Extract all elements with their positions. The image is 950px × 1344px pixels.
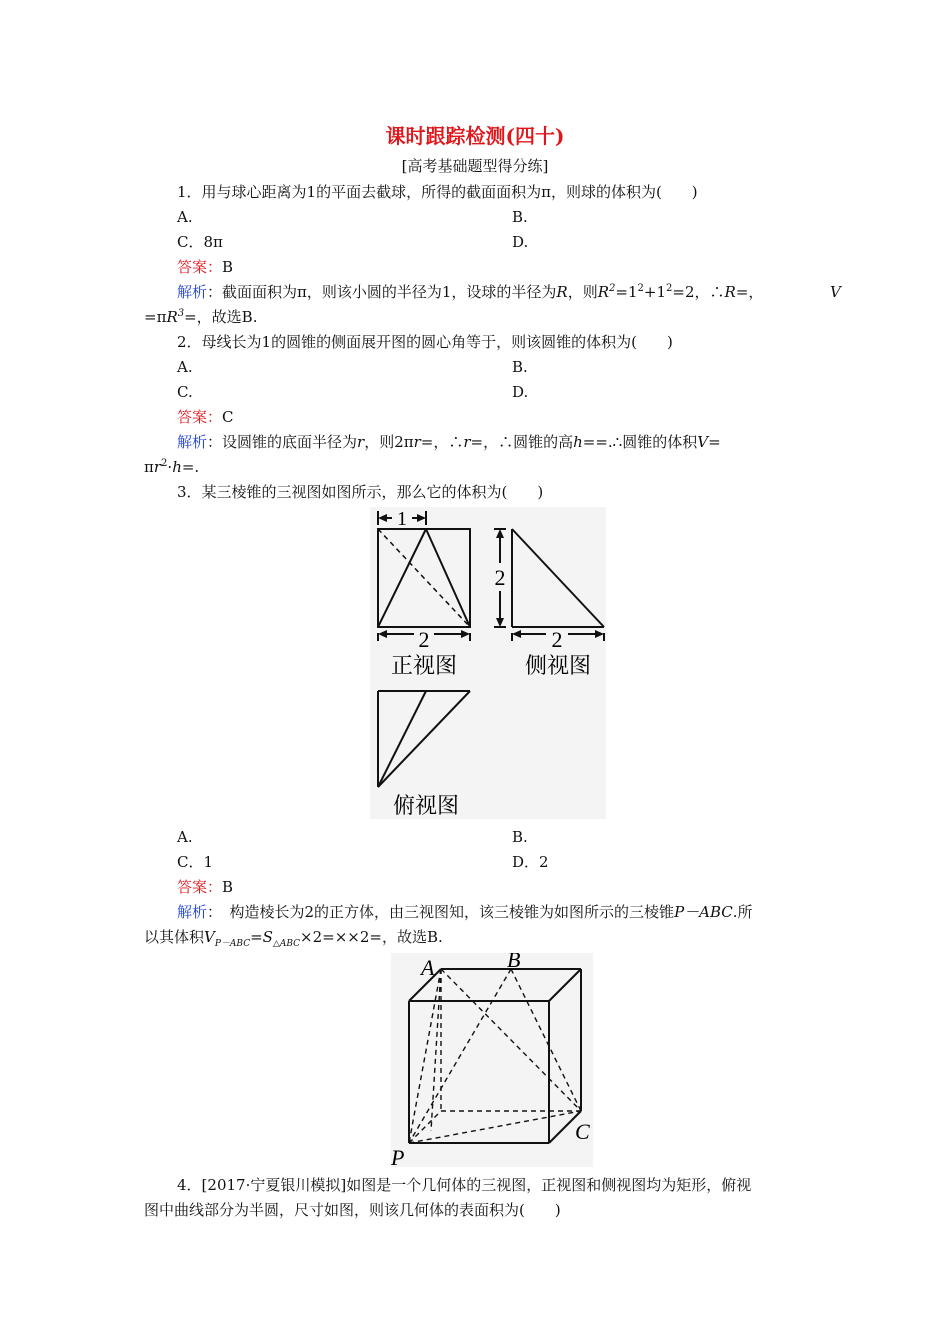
q2-analysis-line-2: $\pi r^2\cdot h=$. xyxy=(144,458,200,476)
analysis-text: ×2=××2=，故选B. xyxy=(300,928,443,946)
analysis-text: =，故选B. xyxy=(184,308,258,326)
analysis-text: ：设圆锥的底面半径为 xyxy=(207,433,358,451)
q3-answer xyxy=(177,877,233,897)
analysis-var: r xyxy=(153,458,162,476)
dim-label-front-width: 2 xyxy=(418,627,430,652)
analysis-var: V xyxy=(830,283,841,301)
analysis-text: · xyxy=(167,458,173,476)
q1-analysis-line-2 xyxy=(144,307,257,327)
analysis-var: h xyxy=(172,458,182,476)
analysis-text: ：截面面积为π，则该小圆的半径为1，设球的半径为 xyxy=(207,283,557,301)
analysis-text: = xyxy=(708,433,721,451)
analysis-var: R xyxy=(556,283,568,301)
analysis-var: R xyxy=(724,283,736,301)
analysis-text: 以其体积 xyxy=(144,928,205,946)
analysis-label: 解析 xyxy=(177,433,208,451)
cube-figure xyxy=(391,953,593,1167)
analysis-sub: P－ABC xyxy=(214,939,251,949)
three-view-diagram xyxy=(370,507,606,819)
analysis-var: $R^2$ xyxy=(597,283,616,301)
q3-option-b: B. xyxy=(512,828,528,846)
q1-option-a: A. xyxy=(177,208,193,226)
question-3-stem: 3．某三棱锥的三视图如图所示，那么它的体积为( ) xyxy=(177,483,544,501)
analysis-var: r xyxy=(357,433,365,451)
q2-option-c: C. xyxy=(177,383,193,401)
q3-analysis-line-2 xyxy=(144,927,443,947)
question-1-stem: 1．用与球心距离为1的平面去截球，所得的截面面积为π，则球的体积为( ) xyxy=(177,183,698,201)
analysis-var: P－ABC xyxy=(674,903,733,921)
q1-option-b: B. xyxy=(512,208,528,226)
analysis-text: =1 xyxy=(615,283,638,301)
vertex-label-p: P xyxy=(391,1145,405,1167)
answer-label: 答案： xyxy=(177,408,223,426)
analysis-text: π xyxy=(144,458,154,476)
question-4-stem-line-1: 4．[2017·宁夏银川模拟]如图是一个几何体的三视图，正视图和侧视图均为矩形，俯视 xyxy=(177,1176,752,1194)
vertex-label-a: A xyxy=(421,955,435,980)
q2-answer xyxy=(177,407,234,427)
dim-label-1: 1 xyxy=(397,508,407,530)
answer-value: B xyxy=(222,878,234,896)
q2-option-b: B. xyxy=(512,358,528,376)
analysis-sub: △ABC xyxy=(272,939,301,949)
top-view-label: 俯视图 xyxy=(392,794,460,819)
three-view-figure xyxy=(370,507,606,819)
analysis-text: ，则 xyxy=(567,283,598,301)
q1-analysis-line-1: 解析：截面面积为π，则该小圆的半径为1，设球的半径为R，则$R^2=1^2+1^2=2$，∴R=， V xyxy=(177,283,841,301)
q3-option-a: A. xyxy=(177,828,193,846)
q2-analysis-line-1 xyxy=(177,432,721,452)
analysis-label: 解析 xyxy=(177,903,208,921)
analysis-var: V xyxy=(204,928,215,946)
analysis-var: S xyxy=(262,928,273,946)
q1-answer xyxy=(177,257,233,277)
analysis-var: r xyxy=(463,433,471,451)
front-view-label: 正视图 xyxy=(390,654,458,679)
analysis-text: ，则2π xyxy=(364,433,414,451)
vertex-label-c: C xyxy=(575,1119,590,1144)
q3-option-d: D．2 xyxy=(512,853,549,871)
answer-value: B xyxy=(222,258,234,276)
q1-option-d: D. xyxy=(512,233,529,251)
q2-option-d: D. xyxy=(512,383,529,401)
q3-analysis-line-1 xyxy=(177,902,753,922)
side-view-label: 侧视图 xyxy=(524,654,592,679)
answer-label: 答案： xyxy=(177,878,223,896)
analysis-text: =，∴圆锥的高 xyxy=(470,433,574,451)
analysis-var: r xyxy=(413,433,421,451)
analysis-text: =， xyxy=(735,283,764,301)
analysis-text: =. xyxy=(181,458,200,476)
q1-option-c: C．8π xyxy=(177,233,223,251)
analysis-label: 解析 xyxy=(177,283,208,301)
section-subtitle: [高考基础题型得分练] xyxy=(401,157,549,175)
q3-option-c: C．1 xyxy=(177,853,214,871)
analysis-text: ： 构造棱长为2的正方体，由三视图知，该三棱锥为如图所示的三棱锥 xyxy=(207,903,675,921)
answer-value: C xyxy=(222,408,234,426)
analysis-text: = xyxy=(250,928,263,946)
dim-label-side-width: 2 xyxy=(551,627,563,652)
analysis-text: =π xyxy=(144,308,167,326)
analysis-var: $R^3$ xyxy=(166,308,185,326)
analysis-var: V xyxy=(697,433,709,451)
question-2-stem: 2．母线长为1的圆锥的侧面展开图的圆心角等于，则该圆锥的体积为( ) xyxy=(177,333,673,351)
page-title: 课时跟踪检测(四十) xyxy=(385,124,565,148)
vertex-label-b: B xyxy=(507,953,521,972)
dim-label-side-height: 2 xyxy=(494,565,506,590)
analysis-text: =，∴ xyxy=(420,433,464,451)
analysis-text: ==.∴圆锥的体积 xyxy=(582,433,698,451)
analysis-text: =2，∴ xyxy=(672,283,725,301)
analysis-text: +1 xyxy=(643,283,667,301)
question-4-stem-line-2: 图中曲线部分为半圆，尺寸如图，则该几何体的表面积为( ) xyxy=(144,1201,561,1219)
q2-option-a: A. xyxy=(177,358,193,376)
analysis-var: h xyxy=(573,433,583,451)
answer-label: 答案： xyxy=(177,258,223,276)
cube-diagram xyxy=(391,953,593,1167)
analysis-text: .所 xyxy=(732,903,753,921)
